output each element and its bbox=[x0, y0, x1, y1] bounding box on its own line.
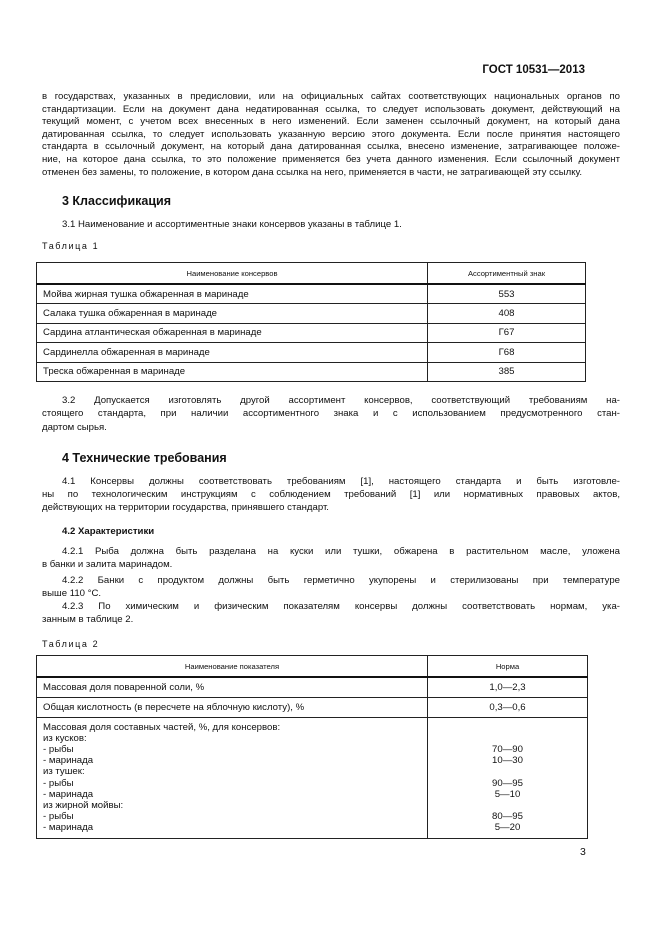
section-4-title: 4 Технические требования bbox=[62, 451, 227, 465]
page-number: 3 bbox=[580, 846, 586, 858]
text-line: выше 110 °С. bbox=[42, 588, 102, 600]
table-1 bbox=[36, 262, 586, 382]
table-row bbox=[37, 362, 586, 382]
text-line: стандарта в ссылочный документ, на который дана датированная ссылка, внесено изменение, затрагивающее положе- bbox=[42, 141, 620, 153]
cell-line: 5—10 bbox=[494, 788, 521, 800]
cell-line: 70—90 bbox=[492, 743, 523, 755]
text-line: действующих на территории государства, принявшего стандарт. bbox=[42, 502, 329, 514]
cell-line bbox=[434, 722, 581, 733]
cell-line: - маринада bbox=[43, 755, 94, 767]
cell-line: - маринада bbox=[43, 788, 94, 800]
subsection-4-2-title: 4.2 Характеристики bbox=[62, 526, 155, 537]
table-header: Норма bbox=[428, 656, 588, 678]
value-cell: 0,3—0,6 bbox=[428, 697, 588, 717]
cell-line: из кусков: bbox=[43, 732, 87, 744]
value-cell: Г67 bbox=[428, 323, 586, 343]
text-line: 4.2.3 По химическим и физическим показателям консервы должны соответствовать нормам, ука- bbox=[62, 601, 620, 612]
text-line: 3.2 Допускается изготовлять другой ассортимент консервов, соответствующий требованиям на- bbox=[62, 395, 620, 406]
table-row bbox=[37, 717, 588, 838]
name-cell: Сардина атлантическая обжаренная в маринаде bbox=[37, 323, 428, 343]
table-header: Ассортиментный знак bbox=[428, 263, 586, 285]
name-cell: Мойва жирная тушка обжаренная в маринаде bbox=[37, 284, 428, 304]
table-header: Наименование показателя bbox=[37, 656, 428, 678]
text-line: 4.1 Консервы должны соответствовать требованиям [1], настоящего стандарта и быть изготовле- bbox=[62, 476, 620, 487]
name-cell: Треска обжаренная в маринаде bbox=[37, 362, 428, 382]
section-3-title: 3 Классификация bbox=[62, 194, 172, 208]
cell-line: из жирной мойвы: bbox=[43, 799, 124, 811]
clause-3-1: 3.1 Наименование и ассортиментные знаки консервов указаны в таблице 1. bbox=[62, 219, 402, 230]
text-line: ние, на которое дана ссылка, то это положение применяется без учета данного изменения. Если ссылочный документ bbox=[42, 154, 620, 165]
cell-line: 10—30 bbox=[492, 755, 523, 767]
cell-line: из тушек: bbox=[43, 766, 85, 778]
cell-line: - маринада bbox=[43, 822, 94, 834]
text-line: занным в таблице 2. bbox=[42, 614, 134, 626]
cell-line bbox=[434, 733, 581, 744]
text-line: в банки и залита маринадом. bbox=[42, 559, 173, 571]
table-row bbox=[37, 677, 588, 697]
text-line: стандартизации. Если на документ дана недатированная ссылка, то следует использовать документ, действующий на bbox=[42, 103, 620, 115]
cell-line: 80—95 bbox=[492, 811, 523, 823]
text-line: 4.2.2 Банки с продуктом должны быть герметично укупорены и стерилизованы при температуре bbox=[62, 575, 620, 586]
name-cell bbox=[37, 717, 428, 838]
name-cell: Салака тушка обжаренная в маринаде bbox=[37, 304, 428, 324]
cell-line: - рыбы bbox=[43, 811, 74, 823]
cell-line: Массовая доля составных частей, %, для консервов: bbox=[43, 721, 281, 733]
text-line: текущий момент, с учетом всех внесенных в него изменений. Если заменен ссылочный документ, на который дана bbox=[42, 116, 620, 128]
cell-line: - рыбы bbox=[43, 743, 74, 755]
table-row bbox=[37, 343, 586, 363]
text-line: в государствах, указанных в предисловии, или на официальных сайтах соответствующих национальных органов по bbox=[42, 91, 620, 102]
text-line: дартом сырья. bbox=[42, 421, 107, 433]
table-header: Наименование консервов bbox=[37, 263, 428, 285]
name-cell: Общая кислотность (в пересчете на яблочную кислоту), % bbox=[37, 697, 428, 717]
table-row bbox=[37, 697, 588, 717]
text-line: отменен без замены, то положение, в котором дана ссылка на него, применяется в части, не затрагивающей эту ссылку. bbox=[42, 166, 582, 178]
table-1-caption: Таблица 1 bbox=[42, 241, 100, 251]
value-cell: 553 bbox=[428, 284, 586, 304]
table-row bbox=[37, 284, 586, 304]
name-cell: Массовая доля поваренной соли, % bbox=[37, 677, 428, 697]
value-cell: Г68 bbox=[428, 343, 586, 363]
value-cell bbox=[428, 717, 588, 838]
table-2 bbox=[36, 655, 588, 839]
text-line: стоящего стандарта, при наличии ассортиментного знака и с использованием предусмотренного стан- bbox=[42, 408, 620, 420]
table-row bbox=[37, 304, 586, 324]
cell-line: 5—20 bbox=[494, 822, 521, 834]
text-line: 4.2.1 Рыба должна быть разделана на куски или тушки, обжарена в растительном масле, уложена bbox=[62, 546, 620, 557]
text-line: датированная ссылка, то следует использовать указанную версию этого документа. Если после принятия настоящего bbox=[42, 128, 620, 140]
table-row bbox=[37, 323, 586, 343]
cell-line bbox=[434, 766, 581, 777]
value-cell: 1,0—2,3 bbox=[428, 677, 588, 697]
cell-line bbox=[434, 800, 581, 811]
table-2-caption: Таблица 2 bbox=[42, 639, 100, 649]
cell-line: 90—95 bbox=[492, 777, 523, 789]
document-header: ГОСТ 10531—2013 bbox=[482, 64, 585, 76]
cell-line: - рыбы bbox=[43, 777, 74, 789]
name-cell: Сардинелла обжаренная в маринаде bbox=[37, 343, 428, 363]
text-line: ны по технологическим инструкциям с соблюдением требований [1] или нормативных правовых актов, bbox=[42, 489, 620, 501]
value-cell: 408 bbox=[428, 304, 586, 324]
value-cell: 385 bbox=[428, 362, 586, 382]
